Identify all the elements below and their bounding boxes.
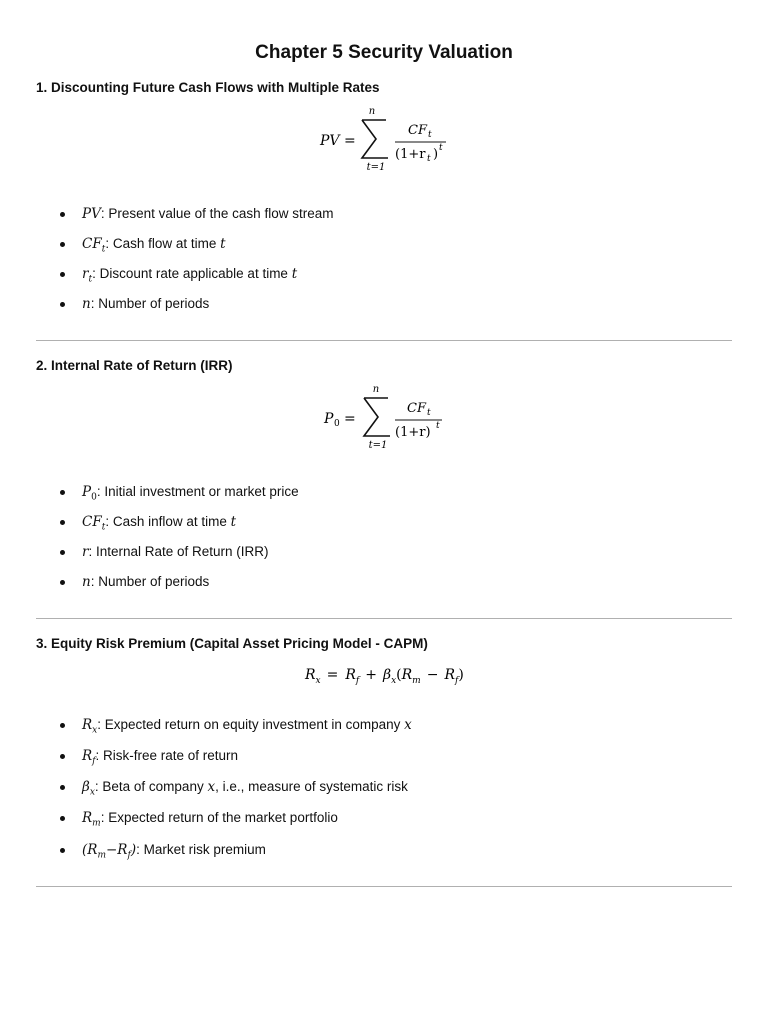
denominator: (1+r (395, 147, 426, 162)
symbol-sub: t (88, 274, 93, 285)
symbol-sub: x (92, 725, 98, 736)
section-heading: 3. Equity Risk Premium (Capital Asset Pricing Model - CAPM) (36, 636, 428, 651)
formula-lhs: P (324, 411, 334, 427)
numerator-sub: t (428, 130, 432, 140)
symbol: R (82, 717, 93, 733)
pv-formula-svg (36, 106, 732, 176)
section-irr (36, 358, 732, 598)
formula-lhs-sub: 0 (334, 419, 340, 429)
bullet-dot (60, 490, 65, 495)
page-title: Chapter 5 Security Valuation (255, 42, 513, 63)
sum-upper: n (372, 384, 380, 395)
definition-text: : Expected return on equity investment in company (97, 717, 405, 732)
symbol: CF (82, 514, 102, 530)
irr-formula (36, 384, 732, 454)
symbol-sub: f (92, 756, 96, 767)
definition-after: , i.e., measure of systematic risk (215, 779, 408, 794)
irr-formula-svg (36, 384, 732, 454)
symbol: P (82, 484, 92, 500)
bullet-dot (60, 816, 65, 821)
section-heading: 1. Discounting Future Cash Flows with Multiple Rates (36, 80, 380, 95)
section-discounting (36, 80, 732, 320)
definition-tail: t (291, 266, 298, 282)
symbol-sub: 0 (91, 492, 97, 503)
symbol-sub: x (89, 787, 95, 798)
numerator: CF (408, 123, 427, 138)
sum-upper: n (368, 106, 376, 117)
bullet-dot (60, 785, 65, 790)
section-divider (36, 886, 732, 887)
definition-text: : Market risk premium (136, 842, 266, 857)
definition-tail: x (404, 717, 412, 733)
definition-text: : Cash flow at time (105, 236, 221, 251)
section-divider (36, 340, 732, 341)
symbol-close: ) (130, 842, 137, 858)
symbol: (R (82, 842, 98, 858)
bullet-dot (60, 848, 65, 853)
denominator-close: ) (433, 147, 439, 162)
symbol: β (82, 779, 90, 795)
definition-text: : Expected return of the market portfolio (100, 810, 338, 825)
definition-text: : Initial investment or market price (96, 484, 299, 499)
sigma-symbol (364, 398, 390, 436)
capm-equation: $R_x = R_f + \beta_x(R_m - R_f)$ (305, 667, 464, 686)
denominator-sup: t (436, 421, 440, 431)
pv-formula (36, 106, 732, 176)
capm-formula-svg (36, 660, 732, 688)
definition-tail: t (220, 236, 226, 252)
symbol: R (82, 748, 93, 764)
symbol-sub: m (92, 818, 101, 829)
sum-lower: t=1 (368, 440, 388, 451)
definition-text: : Number of periods (90, 574, 210, 589)
definition-text: : Beta of company (94, 779, 208, 794)
section-heading: 2. Internal Rate of Return (IRR) (36, 358, 233, 373)
definition-text: : Present value of the cash flow stream (100, 206, 334, 221)
definition-text: : Discount rate applicable at time (92, 266, 292, 281)
symbol: CF (82, 236, 102, 252)
symbol: n (82, 296, 91, 312)
symbol: PV (82, 206, 101, 222)
sum-lower: t=1 (366, 162, 386, 173)
definition-text: : Risk-free rate of return (95, 748, 239, 763)
denominator-sup: t (439, 143, 443, 153)
bullet-dot (60, 723, 65, 728)
section-capm (36, 636, 732, 876)
numerator: CF (407, 401, 426, 416)
symbol-sub: t (101, 244, 106, 255)
bullet-dot (60, 302, 65, 307)
symbol: n (82, 574, 91, 590)
bullet-dot (60, 212, 65, 217)
bullet-dot (60, 550, 65, 555)
denominator: (1+r) (395, 425, 431, 440)
bullet-dot (60, 580, 65, 585)
sigma-symbol (362, 120, 388, 158)
formula-eq: = (344, 411, 356, 427)
section-divider (36, 618, 732, 619)
symbol-sub: t (101, 522, 106, 533)
bullet-dot (60, 754, 65, 759)
symbol-sub: m (97, 850, 106, 861)
symbol-mid: −R (105, 842, 128, 858)
denominator-sub: t (427, 154, 431, 164)
symbol-sub-2: f (127, 850, 131, 861)
definition-text: : Number of periods (90, 296, 210, 311)
definition-tail: t (230, 514, 237, 530)
definition-text: : Cash inflow at time (105, 514, 231, 529)
formula-lhs: PV = (320, 133, 356, 149)
definition-tail: x (207, 779, 216, 795)
capm-formula (36, 660, 732, 688)
definition-text: : Internal Rate of Return (IRR) (88, 544, 269, 559)
bullet-dot (60, 242, 65, 247)
symbol: r (82, 544, 89, 560)
symbol: R (82, 810, 93, 826)
bullet-dot (60, 520, 65, 525)
symbol: r (82, 266, 89, 282)
bullet-dot (60, 272, 65, 277)
numerator-sub: t (427, 408, 431, 418)
